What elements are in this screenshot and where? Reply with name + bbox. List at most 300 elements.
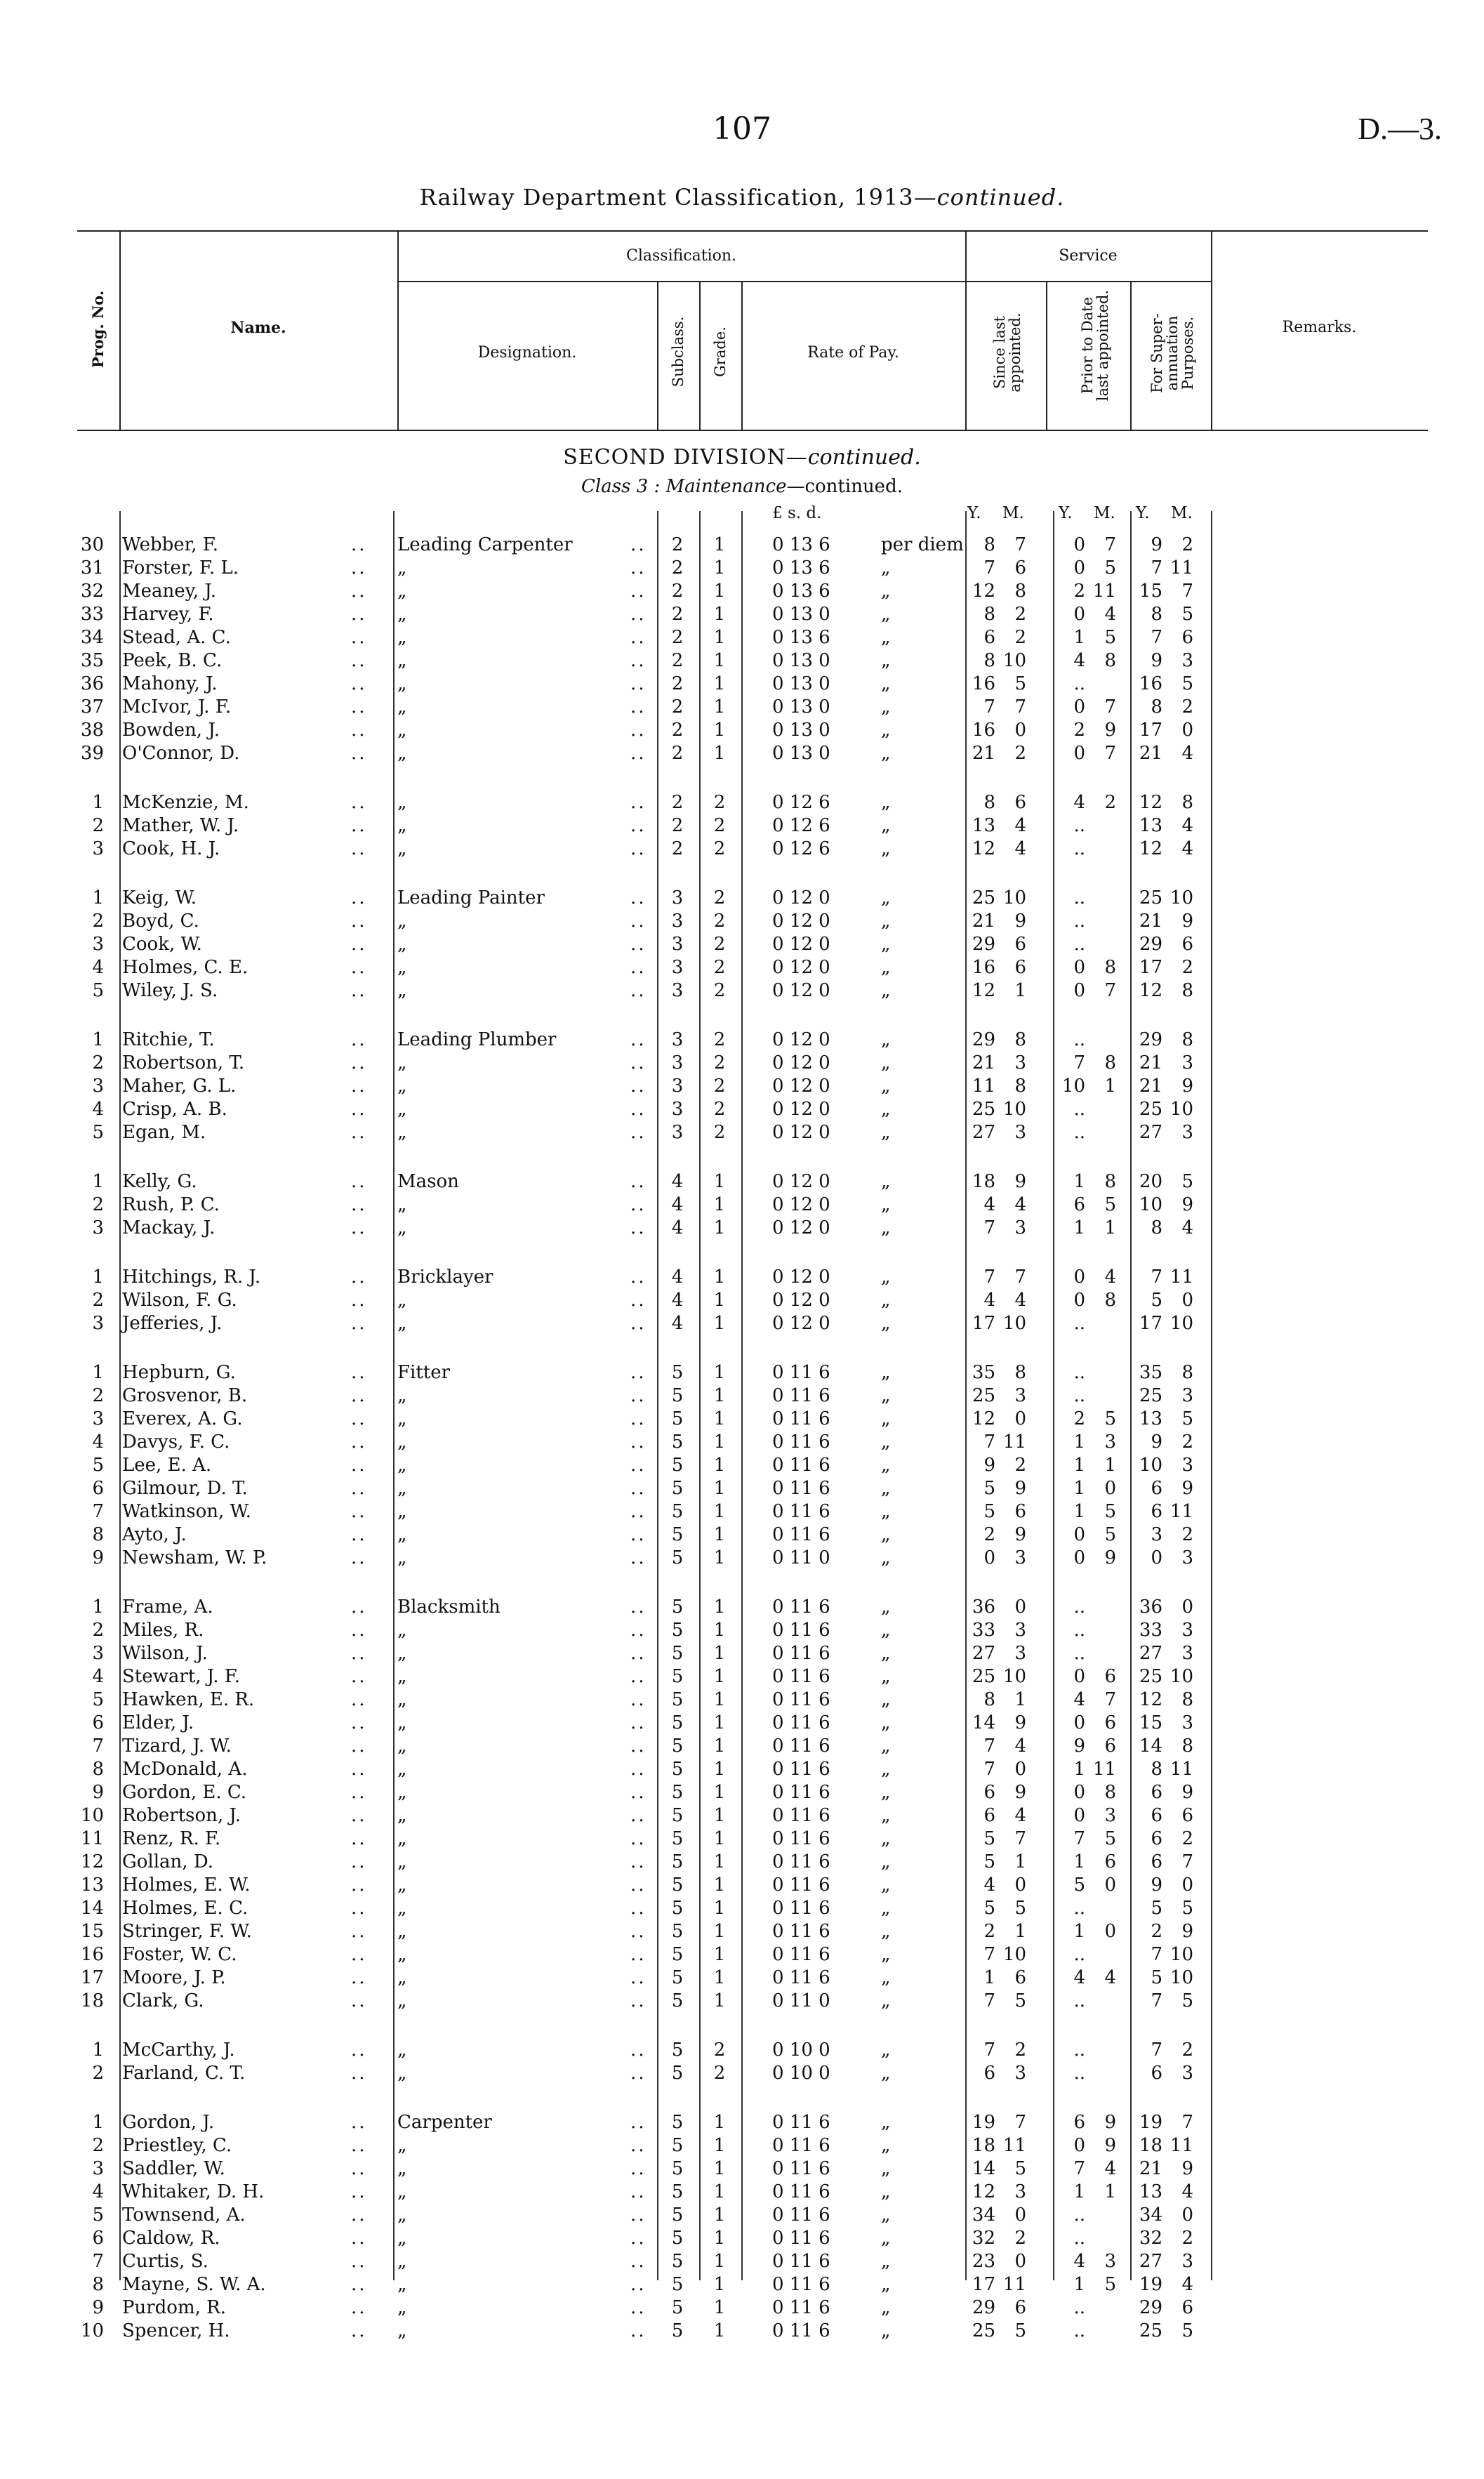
- grade-cell: 1: [713, 1217, 726, 1238]
- name-cell: Stewart, J. F.: [122, 1666, 240, 1687]
- table-row: [0, 1781, 1484, 1804]
- rate-cell: 0 13 0: [772, 720, 830, 741]
- name-cell: Robertson, J.: [122, 1805, 241, 1826]
- designation-cell: „: [397, 1217, 407, 1238]
- rate-cell: 0 12 6: [772, 838, 830, 859]
- superannuation-months-cell: 10: [1170, 1944, 1193, 1965]
- name-cell: McCarthy, J.: [122, 2040, 235, 2061]
- rate-unit-cell: „: [881, 1029, 891, 1050]
- leader-dots: ..: [630, 720, 647, 741]
- name-cell: Peek, B. C.: [122, 650, 223, 671]
- name-cell: Ayto, J.: [122, 1524, 187, 1545]
- superannuation-months-cell: 0: [1181, 1875, 1193, 1896]
- prior-to-date-months-cell: 0: [1104, 1478, 1116, 1499]
- table-row: [0, 719, 1484, 741]
- leader-dots: ..: [351, 1620, 367, 1641]
- rate-unit-cell: „: [881, 887, 891, 908]
- leader-dots: ..: [630, 957, 647, 978]
- prog-no-cell: 1: [92, 2040, 104, 2061]
- name-cell: Kelly, G.: [122, 1171, 197, 1192]
- subclass-cell: 5: [671, 1408, 684, 1429]
- leader-dots: ..: [630, 1967, 647, 1988]
- designation-cell: „: [397, 2297, 407, 2318]
- subclass-cell: 5: [671, 2112, 684, 2133]
- name-cell: Bowden, J.: [122, 720, 220, 741]
- subclass-cell: 3: [671, 1099, 684, 1120]
- rate-unit-cell: „: [881, 673, 891, 694]
- leader-dots: ..: [351, 1313, 367, 1334]
- subclass-cell: 4: [671, 1267, 684, 1288]
- since-last-years-cell: 7: [983, 1267, 995, 1288]
- superannuation-years-cell: 8: [1151, 604, 1162, 625]
- superannuation-years-cell: 14: [1139, 1736, 1162, 1757]
- since-last-months-cell: 7: [1014, 1267, 1026, 1288]
- table-row: [0, 838, 1484, 860]
- subclass-cell: 5: [671, 2135, 684, 2156]
- rate-unit-cell: „: [881, 1408, 891, 1429]
- grade-cell: 1: [713, 2274, 726, 2295]
- prior-to-date-months-cell: 9: [1104, 2135, 1116, 2156]
- leader-dots: ..: [351, 1171, 367, 1192]
- since-last-years-cell: 6: [983, 1805, 995, 1826]
- units-y1: Y.: [967, 504, 981, 522]
- name-cell: Wilson, J.: [122, 1643, 208, 1664]
- prog-no-cell: 2: [92, 1052, 104, 1073]
- leader-dots: ..: [351, 911, 367, 932]
- prog-no-cell: 5: [92, 1455, 104, 1476]
- leader-dots: ..: [630, 1217, 647, 1238]
- table-row: [0, 534, 1484, 556]
- designation-cell: „: [397, 934, 407, 955]
- designation-cell: „: [397, 1620, 407, 1641]
- table-row: [0, 1920, 1484, 1943]
- superannuation-months-cell: 5: [1181, 1171, 1193, 1192]
- grade-cell: 1: [713, 1944, 726, 1965]
- table-row: [0, 580, 1484, 602]
- designation-cell: „: [397, 2228, 407, 2249]
- prior-to-date-years-cell: 0: [1073, 696, 1085, 718]
- grade-cell: 2: [713, 1076, 726, 1097]
- superannuation-months-cell: 6: [1181, 934, 1193, 955]
- leader-dots: ..: [351, 1736, 367, 1757]
- since-last-months-cell: 4: [1014, 1805, 1026, 1826]
- superannuation-years-cell: 7: [1151, 2040, 1162, 2061]
- prior-to-date-years-cell: 0: [1073, 743, 1085, 764]
- since-last-months-cell: 3: [1014, 2181, 1026, 2202]
- subclass-cell: 3: [671, 957, 684, 978]
- superannuation-years-cell: 15: [1139, 1712, 1162, 1733]
- subclass-cell: 2: [671, 815, 684, 836]
- name-cell: Caldow, R.: [122, 2228, 220, 2249]
- superannuation-years-cell: 2: [1151, 1921, 1162, 1942]
- since-last-years-cell: 12: [972, 838, 995, 859]
- subclass-cell: 5: [671, 1643, 684, 1664]
- rate-unit-cell: „: [881, 1620, 891, 1641]
- table-row: [0, 1966, 1484, 1989]
- leader-dots: ..: [630, 1643, 647, 1664]
- subclass-cell: 5: [671, 2040, 684, 2061]
- table-row: [0, 1523, 1484, 1546]
- superannuation-months-cell: 6: [1181, 2297, 1193, 2318]
- rate-cell: 0 12 6: [772, 792, 830, 813]
- leader-dots: ..: [351, 720, 367, 741]
- since-last-years-cell: 5: [983, 1501, 995, 1522]
- designation-cell: Leading Painter: [397, 887, 545, 908]
- grade-cell: 1: [713, 2181, 726, 2202]
- grade-cell: 1: [713, 2228, 726, 2249]
- prior-to-date-years-cell: 1: [1073, 1171, 1085, 1192]
- prior-to-date-months-cell: 1: [1104, 1076, 1116, 1097]
- subclass-cell: 5: [671, 1597, 684, 1618]
- rate-unit-cell: „: [881, 1712, 891, 1733]
- superannuation-years-cell: 5: [1151, 1967, 1162, 1988]
- superannuation-months-cell: 3: [1181, 1052, 1193, 1073]
- prior-to-date-months-cell: 6: [1104, 1851, 1116, 1872]
- superannuation-years-cell: 10: [1139, 1455, 1162, 1476]
- superannuation-months-cell: 8: [1181, 792, 1193, 813]
- since-last-years-cell: 7: [983, 1990, 995, 2011]
- leader-dots: ..: [351, 1478, 367, 1499]
- since-last-months-cell: 9: [1014, 1524, 1026, 1545]
- leader-dots: ..: [351, 1524, 367, 1545]
- superannuation-months-cell: 3: [1181, 2251, 1193, 2272]
- superannuation-years-cell: 6: [1151, 1828, 1162, 1849]
- name-cell: Meaney, J.: [122, 581, 217, 602]
- rate-unit-cell: „: [881, 627, 891, 648]
- header-grade: Grade.: [711, 326, 729, 377]
- since-last-years-cell: 25: [972, 2320, 995, 2341]
- name-cell: Mayne, S. W. A.: [122, 2274, 266, 2295]
- subclass-cell: 2: [671, 696, 684, 718]
- leader-dots: ..: [630, 1362, 647, 1383]
- grade-cell: 2: [713, 980, 726, 1001]
- grade-cell: 1: [713, 1267, 726, 1288]
- leader-dots: ..: [630, 1620, 647, 1641]
- rate-cell: 0 11 6: [772, 1620, 830, 1641]
- prog-no-cell: 1: [92, 2112, 104, 2133]
- header-since-last-appointed: Since last appointed.: [991, 312, 1023, 392]
- leader-dots: ..: [351, 1290, 367, 1311]
- rate-unit-cell: „: [881, 980, 891, 1001]
- since-last-years-cell: 5: [983, 1828, 995, 1849]
- superannuation-years-cell: 9: [1151, 650, 1162, 671]
- superannuation-years-cell: 27: [1139, 2251, 1162, 2272]
- prog-no-cell: 3: [92, 1217, 104, 1238]
- since-last-months-cell: 10: [1002, 1313, 1026, 1334]
- rate-unit-cell: „: [881, 1478, 891, 1499]
- leader-dots: ..: [351, 1099, 367, 1120]
- name-cell: Ritchie, T.: [122, 1029, 215, 1050]
- grade-cell: 1: [713, 1478, 726, 1499]
- rate-cell: 0 13 6: [772, 557, 830, 579]
- table-row: [0, 696, 1484, 718]
- superannuation-years-cell: 13: [1139, 2181, 1162, 2202]
- subclass-cell: 4: [671, 1313, 684, 1334]
- prog-no-cell: 2: [92, 1194, 104, 1215]
- since-last-years-cell: 4: [983, 1290, 995, 1311]
- subclass-cell: 2: [671, 792, 684, 813]
- prog-no-cell: 1: [92, 1029, 104, 1050]
- leader-dots: ..: [351, 1689, 367, 1710]
- grade-cell: 1: [713, 1643, 726, 1664]
- leader-dots: ..: [351, 815, 367, 836]
- table-row: [0, 1827, 1484, 1850]
- superannuation-months-cell: 0: [1181, 1290, 1193, 1311]
- name-cell: Harvey, F.: [122, 604, 214, 625]
- since-last-months-cell: 0: [1014, 2204, 1026, 2226]
- prior-to-date-years-cell: 2: [1073, 1408, 1085, 1429]
- prior-to-date-years-cell: ..: [1073, 1597, 1085, 1618]
- since-last-years-cell: 5: [983, 1851, 995, 1872]
- prog-no-cell: 1: [92, 887, 104, 908]
- superannuation-months-cell: 0: [1181, 1597, 1193, 1618]
- leader-dots: ..: [630, 2228, 647, 2249]
- since-last-years-cell: 8: [983, 792, 995, 813]
- subclass-cell: 2: [671, 673, 684, 694]
- superannuation-years-cell: 35: [1139, 1362, 1162, 1383]
- superannuation-years-cell: 9: [1151, 1875, 1162, 1896]
- grade-cell: 2: [713, 957, 726, 978]
- table-row: [0, 557, 1484, 579]
- page-number: 107: [713, 111, 771, 147]
- rate-unit-cell: „: [881, 815, 891, 836]
- superannuation-years-cell: 25: [1139, 2320, 1162, 2341]
- leader-dots: ..: [630, 2274, 647, 2295]
- leader-dots: ..: [351, 1643, 367, 1664]
- grade-cell: 1: [713, 2320, 726, 2341]
- designation-cell: „: [397, 581, 407, 602]
- rate-cell: 0 11 6: [772, 1712, 830, 1733]
- rate-cell: 0 11 6: [772, 1851, 830, 1872]
- since-last-months-cell: 0: [1014, 1597, 1026, 1618]
- prog-no-cell: 38: [80, 720, 104, 741]
- since-last-years-cell: 29: [972, 2297, 995, 2318]
- prior-to-date-years-cell: ..: [1073, 2228, 1085, 2249]
- grade-cell: 1: [713, 743, 726, 764]
- superannuation-months-cell: 2: [1181, 957, 1193, 978]
- rate-cell: 0 11 0: [772, 1990, 830, 2011]
- since-last-months-cell: 2: [1014, 2040, 1026, 2061]
- name-cell: Egan, M.: [122, 1122, 206, 1143]
- prior-to-date-months-cell: 5: [1104, 1501, 1116, 1522]
- superannuation-years-cell: 3: [1151, 1524, 1162, 1545]
- superannuation-years-cell: 7: [1151, 557, 1162, 579]
- name-cell: Gordon, E. C.: [122, 1782, 247, 1803]
- prog-no-cell: 13: [80, 1875, 104, 1896]
- since-last-years-cell: 4: [983, 1875, 995, 1896]
- since-last-years-cell: 25: [972, 1666, 995, 1687]
- leader-dots: ..: [630, 1666, 647, 1687]
- subclass-cell: 3: [671, 1052, 684, 1073]
- since-last-months-cell: 3: [1014, 1052, 1026, 1073]
- name-cell: Grosvenor, B.: [122, 1385, 248, 1406]
- name-cell: Boyd, C.: [122, 911, 199, 932]
- designation-cell: „: [397, 1052, 407, 1073]
- grade-cell: 2: [713, 815, 726, 836]
- superannuation-years-cell: 0: [1151, 1547, 1162, 1568]
- leader-dots: ..: [351, 627, 367, 648]
- table-row: [0, 2204, 1484, 2226]
- prog-no-cell: 16: [80, 1944, 104, 1965]
- rate-unit-cell: „: [881, 2320, 891, 2341]
- subclass-cell: 5: [671, 1524, 684, 1545]
- subclass-cell: 2: [671, 720, 684, 741]
- designation-cell: „: [397, 1643, 407, 1664]
- rate-unit-cell: „: [881, 1385, 891, 1406]
- superannuation-years-cell: 32: [1139, 2228, 1162, 2249]
- rate-unit-cell: „: [881, 2274, 891, 2295]
- superannuation-years-cell: 20: [1139, 1171, 1162, 1192]
- header-rate-of-pay: Rate of Pay.: [807, 344, 899, 362]
- superannuation-months-cell: 10: [1170, 1666, 1193, 1687]
- leader-dots: ..: [630, 1267, 647, 1288]
- rate-cell: 0 11 6: [772, 1759, 830, 1780]
- since-last-months-cell: 6: [1014, 957, 1026, 978]
- since-last-years-cell: 25: [972, 1099, 995, 1120]
- rate-unit-cell: „: [881, 1805, 891, 1826]
- leader-dots: ..: [630, 838, 647, 859]
- designation-cell: „: [397, 2181, 407, 2202]
- prior-to-date-years-cell: ..: [1073, 1122, 1085, 1143]
- prior-to-date-months-cell: 9: [1104, 1547, 1116, 1568]
- subclass-cell: 3: [671, 1029, 684, 1050]
- leader-dots: ..: [351, 1805, 367, 1826]
- grade-cell: 1: [713, 1408, 726, 1429]
- prior-to-date-years-cell: 0: [1073, 1805, 1085, 1826]
- rate-cell: 0 11 6: [772, 1501, 830, 1522]
- prog-no-cell: 7: [92, 1736, 104, 1757]
- table-row: [0, 626, 1484, 649]
- since-last-months-cell: 6: [1014, 1501, 1026, 1522]
- since-last-years-cell: 21: [972, 1052, 995, 1073]
- leader-dots: ..: [351, 1455, 367, 1476]
- rate-unit-cell: „: [881, 1547, 891, 1568]
- name-cell: Holmes, E. W.: [122, 1875, 251, 1896]
- since-last-years-cell: 7: [983, 696, 995, 718]
- leader-dots: ..: [351, 1547, 367, 1568]
- grade-cell: 1: [713, 581, 726, 602]
- leader-dots: ..: [351, 934, 367, 955]
- name-cell: Whitaker, D. H.: [122, 2181, 265, 2202]
- units-pay: £ s. d.: [772, 504, 822, 522]
- leader-dots: ..: [351, 1076, 367, 1097]
- since-last-months-cell: 6: [1014, 2297, 1026, 2318]
- header-subclass: Subclass.: [669, 316, 687, 388]
- leader-dots: ..: [630, 887, 647, 908]
- leader-dots: ..: [351, 1875, 367, 1896]
- designation-cell: „: [397, 1478, 407, 1499]
- superannuation-months-cell: 3: [1181, 650, 1193, 671]
- designation-cell: „: [397, 957, 407, 978]
- superannuation-years-cell: 8: [1151, 696, 1162, 718]
- prior-to-date-years-cell: ..: [1073, 1944, 1085, 1965]
- grade-cell: 1: [713, 1455, 726, 1476]
- grade-cell: 2: [713, 934, 726, 955]
- prior-to-date-years-cell: 1: [1073, 1501, 1085, 1522]
- table-row: [0, 791, 1484, 814]
- since-last-months-cell: 2: [1014, 604, 1026, 625]
- since-last-months-cell: 3: [1014, 1643, 1026, 1664]
- name-cell: Elder, J.: [122, 1712, 194, 1733]
- prior-to-date-years-cell: 4: [1073, 792, 1085, 813]
- subclass-cell: 5: [671, 2320, 684, 2341]
- superannuation-months-cell: 2: [1181, 696, 1193, 718]
- prog-no-cell: 2: [92, 1620, 104, 1641]
- rate-unit-cell: „: [881, 720, 891, 741]
- since-last-years-cell: 17: [972, 1313, 995, 1334]
- since-last-months-cell: 0: [1014, 2251, 1026, 2272]
- superannuation-months-cell: 5: [1181, 673, 1193, 694]
- table-row: [0, 1943, 1484, 1966]
- prior-to-date-years-cell: ..: [1073, 1385, 1085, 1406]
- table-row: [0, 673, 1484, 695]
- designation-cell: „: [397, 1712, 407, 1733]
- superannuation-months-cell: 2: [1181, 1524, 1193, 1545]
- prior-to-date-years-cell: ..: [1073, 911, 1085, 932]
- superannuation-years-cell: 12: [1139, 792, 1162, 813]
- rate-unit-cell: „: [881, 1217, 891, 1238]
- rate-unit-cell: „: [881, 1171, 891, 1192]
- since-last-years-cell: 9: [983, 1455, 995, 1476]
- class-subtitle: [0, 476, 1484, 497]
- grade-cell: 1: [713, 1851, 726, 1872]
- prior-to-date-months-cell: 5: [1104, 557, 1116, 579]
- grade-cell: 1: [713, 557, 726, 579]
- leader-dots: ..: [630, 1736, 647, 1757]
- leader-dots: ..: [351, 1267, 367, 1288]
- prior-to-date-years-cell: 2: [1073, 581, 1085, 602]
- superannuation-months-cell: 2: [1181, 1432, 1193, 1453]
- rate-cell: 0 12 0: [772, 1122, 830, 1143]
- superannuation-months-cell: 4: [1181, 743, 1193, 764]
- since-last-months-cell: 1: [1014, 1689, 1026, 1710]
- since-last-months-cell: 3: [1014, 1217, 1026, 1238]
- superannuation-months-cell: 5: [1181, 604, 1193, 625]
- prior-to-date-years-cell: 1: [1073, 1217, 1085, 1238]
- leader-dots: ..: [351, 2112, 367, 2133]
- subclass-cell: 2: [671, 838, 684, 859]
- superannuation-months-cell: 11: [1170, 2135, 1193, 2156]
- designation-cell: Fitter: [397, 1362, 451, 1383]
- header-remarks: Remarks.: [1282, 319, 1357, 336]
- since-last-years-cell: 4: [983, 1194, 995, 1215]
- prog-no-cell: 34: [80, 627, 104, 648]
- subclass-cell: 5: [671, 1547, 684, 1568]
- since-last-months-cell: 7: [1014, 696, 1026, 718]
- since-last-months-cell: 5: [1014, 1990, 1026, 2011]
- table-row: [0, 814, 1484, 837]
- subclass-cell: 4: [671, 1290, 684, 1311]
- rate-cell: 0 11 6: [772, 1643, 830, 1664]
- table-row: [0, 1121, 1484, 1144]
- leader-dots: ..: [351, 1851, 367, 1872]
- prior-to-date-months-cell: 4: [1104, 604, 1116, 625]
- superannuation-months-cell: 2: [1181, 2228, 1193, 2249]
- grade-cell: 1: [713, 1689, 726, 1710]
- name-cell: Lee, E. A.: [122, 1455, 212, 1476]
- since-last-years-cell: 12: [972, 980, 995, 1001]
- superannuation-months-cell: 3: [1181, 1385, 1193, 1406]
- leader-dots: ..: [630, 2112, 647, 2133]
- table-row: [0, 1194, 1484, 1216]
- subclass-cell: 3: [671, 980, 684, 1001]
- prog-no-cell: 5: [92, 1689, 104, 1710]
- units-m2: M.: [1094, 504, 1115, 522]
- prior-to-date-years-cell: 10: [1061, 1076, 1085, 1097]
- leader-dots: ..: [351, 2320, 367, 2341]
- subclass-cell: 5: [671, 1990, 684, 2011]
- grade-cell: 1: [713, 1385, 726, 1406]
